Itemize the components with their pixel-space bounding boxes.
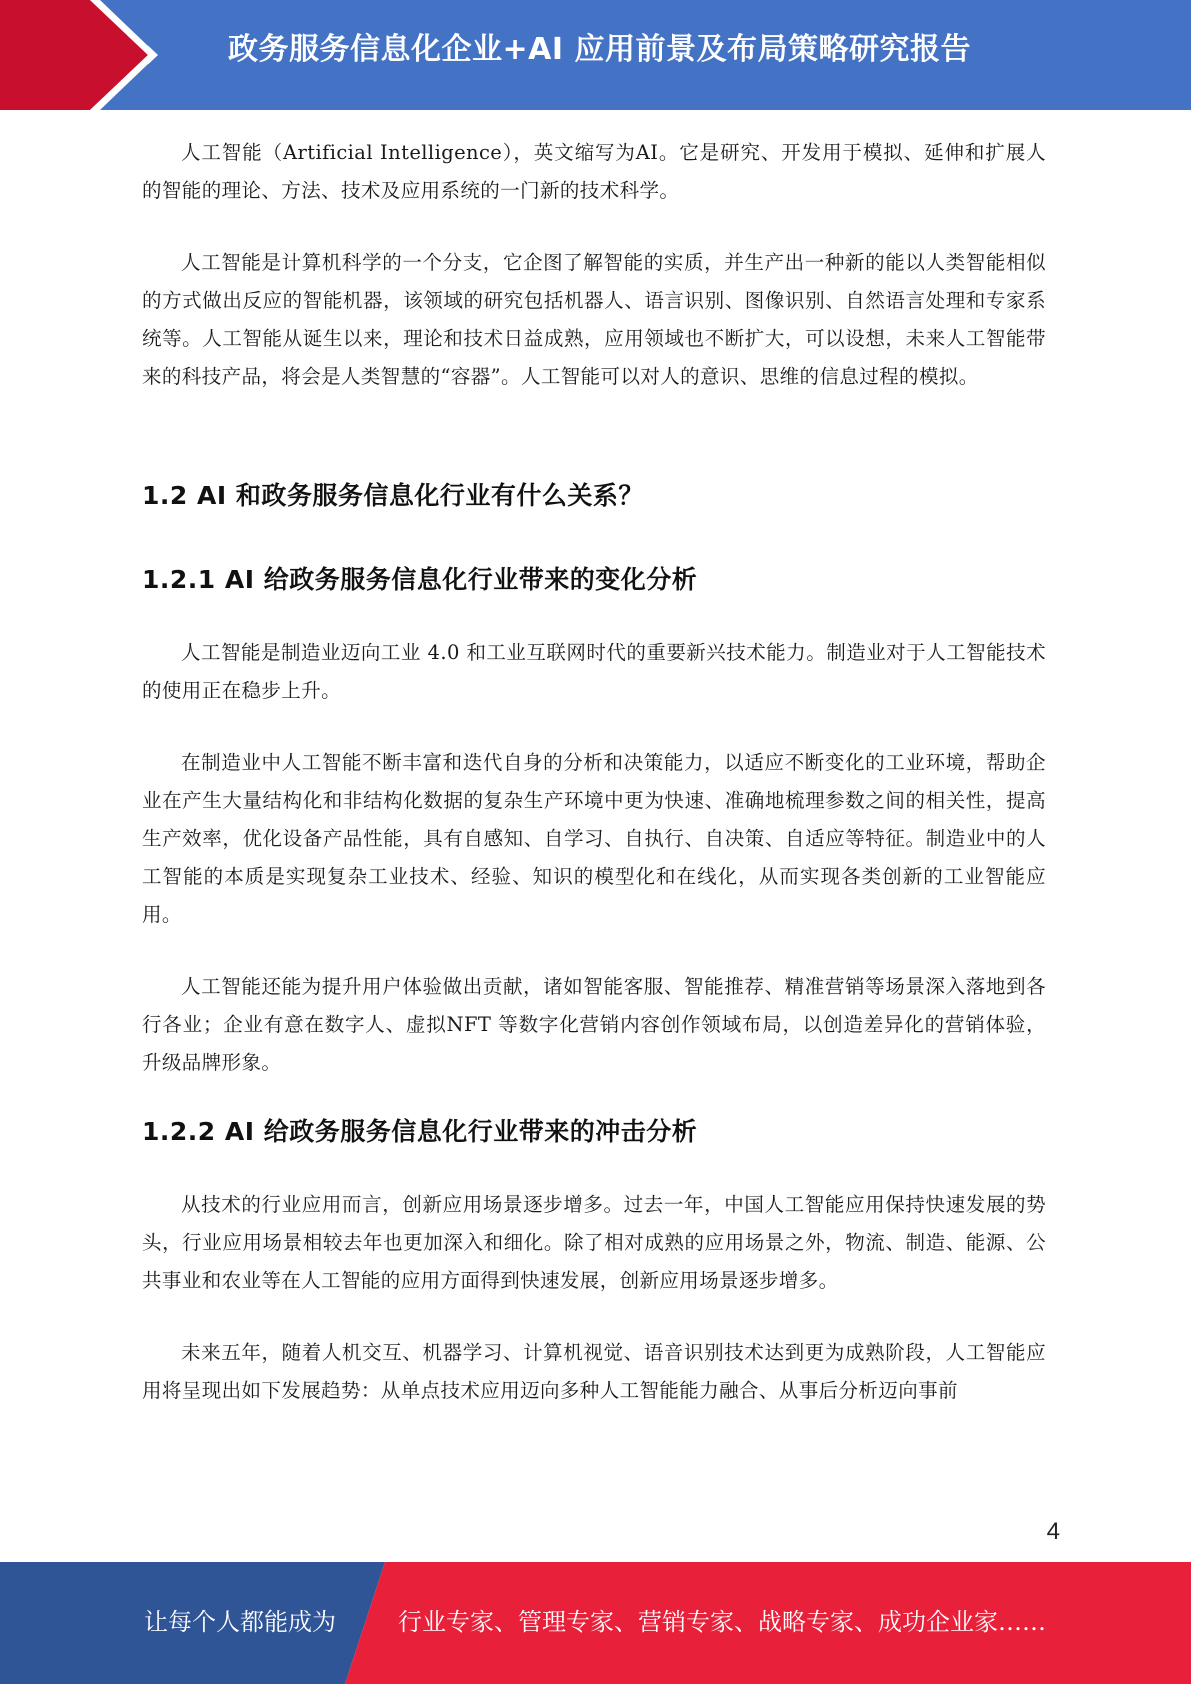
paragraph-manufacturing: 人工智能是制造业迈向工业 4.0 和工业互联网时代的重要新兴技术能力。制造业对于人工智能技术的使用正在稳步上升。 — [142, 641, 1046, 702]
paragraph-manufacturing-ai: 在制造业中人工智能不断丰富和迭代自身的分析和决策能力，以适应不断变化的工业环境，帮助企业在产生大量结构化和非结构化数据的复杂生产环境中更为快速、准确地梳理参数之间的相关性，提高生产效率，优化设备产品性能，具有自感知、自学习、自执行、自决策、自适应等特征。制造业中的人工智能的本质是实现复杂工业技术、经验、知识的模型化和在线化，从而实现各类创新的工业智能应用。 — [142, 751, 1046, 926]
paragraph-ai-definition: 人工智能（Artificial Intelligence），英文缩写为AI。它是研究、开发用于模拟、延伸和扩展人的智能的理论、方法、技术及应用系统的一门新的技术科学。 — [142, 141, 1046, 202]
report-title: 政务服务信息化企业+AI 应用前景及布局策略研究报告 — [228, 32, 971, 67]
section-heading-1-2: 1.2 AI 和政务服务信息化行业有什么关系？ — [142, 481, 644, 510]
paragraph-ai-branch: 人工智能是计算机科学的一个分支，它企图了解智能的实质，并生产出一种新的能以人类智能相似的方式做出反应的智能机器，该领域的研究包括机器人、语言识别、图像识别、自然语言处理和专家系统等。人工智能从诞生以来，理论和技术日益成熟，应用领域也不断扩大，可以设想，未来人工智能带来的科技产品，将会是人类智慧的“容器”。人工智能可以对人的意识、思维的信息过程的模拟。 — [142, 251, 1046, 388]
page-content — [142, 134, 1046, 1410]
paragraph-future-trends: 未来五年，随着人机交互、机器学习、计算机视觉、语音识别技术达到更为成熟阶段，人工智能应用将呈现出如下发展趋势：从单点技术应用迈向多种人工智能能力融合、从事后分析迈向事前 — [142, 1341, 1046, 1402]
page-footer — [0, 1562, 1191, 1684]
footer-slogan-left: 让每个人都能成为 — [144, 1608, 336, 1636]
section-heading-1-2-2: 1.2.2 AI 给政务服务信息化行业带来的冲击分析 — [142, 1117, 698, 1146]
paragraph-industry-application: 从技术的行业应用而言，创新应用场景逐步增多。过去一年，中国人工智能应用保持快速发展的势头，行业应用场景相较去年也更加深入和细化。除了相对成熟的应用场景之外，物流、制造、能源、公共事业和农业等在人工智能的应用方面得到快速发展，创新应用场景逐步增多。 — [142, 1193, 1046, 1292]
page-number: 4 — [1046, 1518, 1060, 1545]
section-heading-1-2-1: 1.2.1 AI 给政务服务信息化行业带来的变化分析 — [142, 565, 698, 594]
page-header — [0, 0, 1191, 110]
paragraph-user-experience: 人工智能还能为提升用户体验做出贡献，诸如智能客服、智能推荐、精准营销等场景深入落地到各行各业；企业有意在数字人、虚拟NFT 等数字化营销内容创作领域布局，以创造差异化的营销体验，升级品牌形象。 — [142, 975, 1046, 1074]
footer-slogan-right: 行业专家、管理专家、营销专家、战略专家、成功企业家…… — [398, 1608, 1046, 1636]
